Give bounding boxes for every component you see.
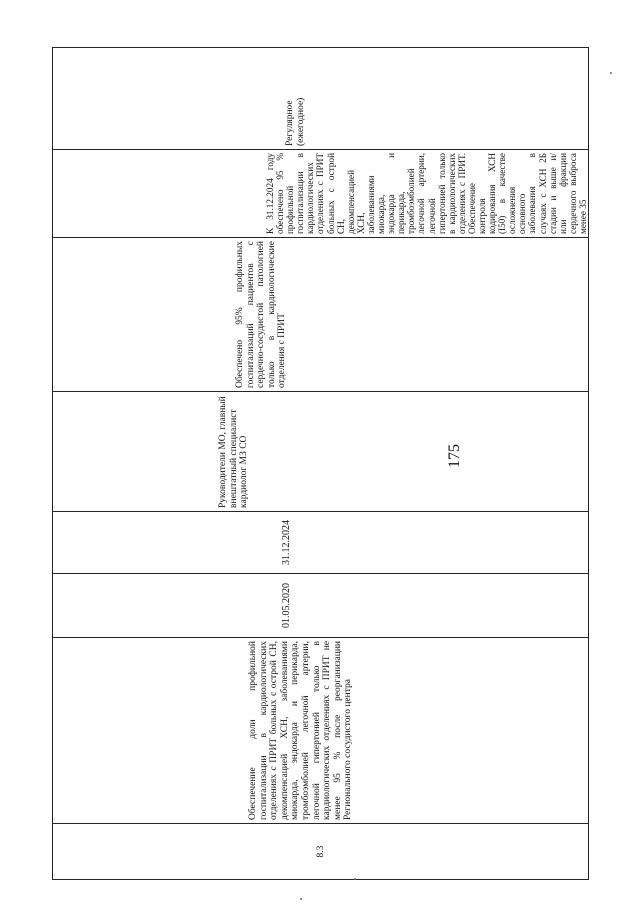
scan-speck — [300, 898, 302, 900]
activity-cell — [53, 638, 589, 824]
responsible-cell — [53, 392, 589, 512]
plan-table — [52, 47, 589, 880]
indicator-text: К 31.12.2024 году обеспечено 95 % профильной госпитализации в кардиологических отделениях с ПРИТ больных с острой СН, декомпенсацией ХСН, заболеваниями миокарда, эндокарда и перикарда, тромбоэмболией легочной артерии, легочной гипертонией только в кардиологических отделениях с ПРИТ. Обеспечение контроля кодирования ХСН (I50) в качестве осложнения основного заболевания в случаях с ХСН 2Б стадии и выше и/или фракции сердечного выброса менее 35 — [265, 153, 588, 234]
scan-speck — [610, 72, 612, 74]
start-date: 01.05.2020 — [281, 583, 292, 628]
end-date: 31.12.2024 — [281, 520, 292, 565]
end-date-cell — [53, 512, 589, 574]
responsible-text: Руководители МО, главный внештатный специалист кардиолог МЗ СО — [218, 396, 250, 508]
row-number: 8.3 — [315, 845, 326, 858]
page-number: 175 — [446, 444, 463, 468]
frequency-cell — [53, 48, 589, 150]
indicator-cell — [53, 150, 589, 238]
result-cell — [53, 238, 589, 392]
result-text: Обеспечено 95% профильных госпитализаций пациентов с сердечно-сосудистой патологией только в кардиологические отделения с ПРИТ — [235, 241, 288, 388]
scan-speck — [354, 878, 356, 880]
start-date-cell — [53, 574, 589, 638]
table-row — [53, 48, 589, 880]
activity-text: Обеспечение доли профильной госпитализации в кардиологических отделениях с ПРИТ больных с острой СН, декомпенсацией ХСН, заболеваниями миокарда, эндокарда и перикарда, тромбоэмболией легочной артерии, легочной гипертонией только в кардиологических отделениях с ПРИТ не менее 95 % после реорганизации Регионального сосудистого центра — [248, 641, 354, 820]
row-number-cell — [53, 824, 589, 880]
frequency-text: Регулярное (ежегодное) — [285, 97, 306, 146]
